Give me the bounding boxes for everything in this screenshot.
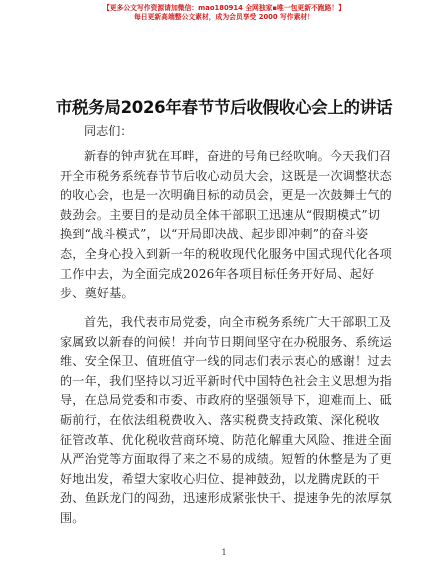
paragraph-2 [60,313,390,529]
text-line: 的收心会，也是一次明确目标的动员会，更是一次鼓舞士气的 [60,188,392,203]
text-line: 首先，我代表市局党委，向全市税务系统广大干部职工及 [84,315,392,329]
greeting: 同志们： [84,124,133,138]
text-line: 的一年，我们坚持以习近平新时代中国特色社会主义思想为指 [60,373,392,388]
text-line: 好地出发，希望大家收心归位、提神鼓劲，以龙腾虎跃的干 [60,471,380,486]
text-line: 从严治党等方面取得了来之不易的成绩。短暂的休整是为了更 [60,452,392,467]
text-line: 征管改革、优化税收营商环境、防范化解重大风险、推进全面 [60,432,392,447]
text-line: 维、安全保卫、值班值守一线的同志们表示衷心的感谢！过去 [60,354,392,369]
text-line: 工作中去，为全面完成2026年各项目标任务开好局、起好 [60,266,375,281]
text-line: 步、奠好基。 [60,286,134,301]
text-line: 鼓劲会。主要目的是动员全体干部职工迅速从“假期模式”切 [60,207,381,222]
paragraph-1 [60,147,390,304]
text-line: 新春的钟声犹在耳畔，奋进的号角已经吹响。今天我们召 [84,149,392,163]
promo-banner-line-2: 每日更新高端整公文素材，成为会员享受 2000 写作素材！ [134,13,314,21]
text-line: 开全市税务系统春节节后收心动员大会，这既是一次调整状态 [60,168,392,183]
text-line: 围。 [60,510,85,525]
page-number: 1 [221,548,227,557]
text-line: 家属致以新春的问候！并向节日期间坚守在办税服务、系统运 [60,334,392,349]
document-title: 市税务局2026年春节节后收假收心会上的讲话 [55,98,393,117]
promo-banner-line-1: 【更多公文写作资源请加微信：mao180914 全网独家▪唯一包更新不跑路！】 [103,4,345,12]
promo-banner [0,4,448,22]
text-line: 导，在总局党委和市委、市政府的坚强领导下，迎难而上、砥 [60,393,392,408]
text-line: 砺前行，在依法组税费收入、落实税费支持政策、深化税收 [60,412,380,427]
text-line: 换到“战斗模式”，以“开局即决战、起步即冲刺”的奋斗姿 [60,227,369,242]
text-line: 劲、鱼跃龙门的闯劲，迅速形成紧张快干、提速争先的浓厚氛 [60,491,392,506]
text-line: 态，全身心投入到新一年的税收现代化服务中国式现代化各项 [60,246,392,261]
